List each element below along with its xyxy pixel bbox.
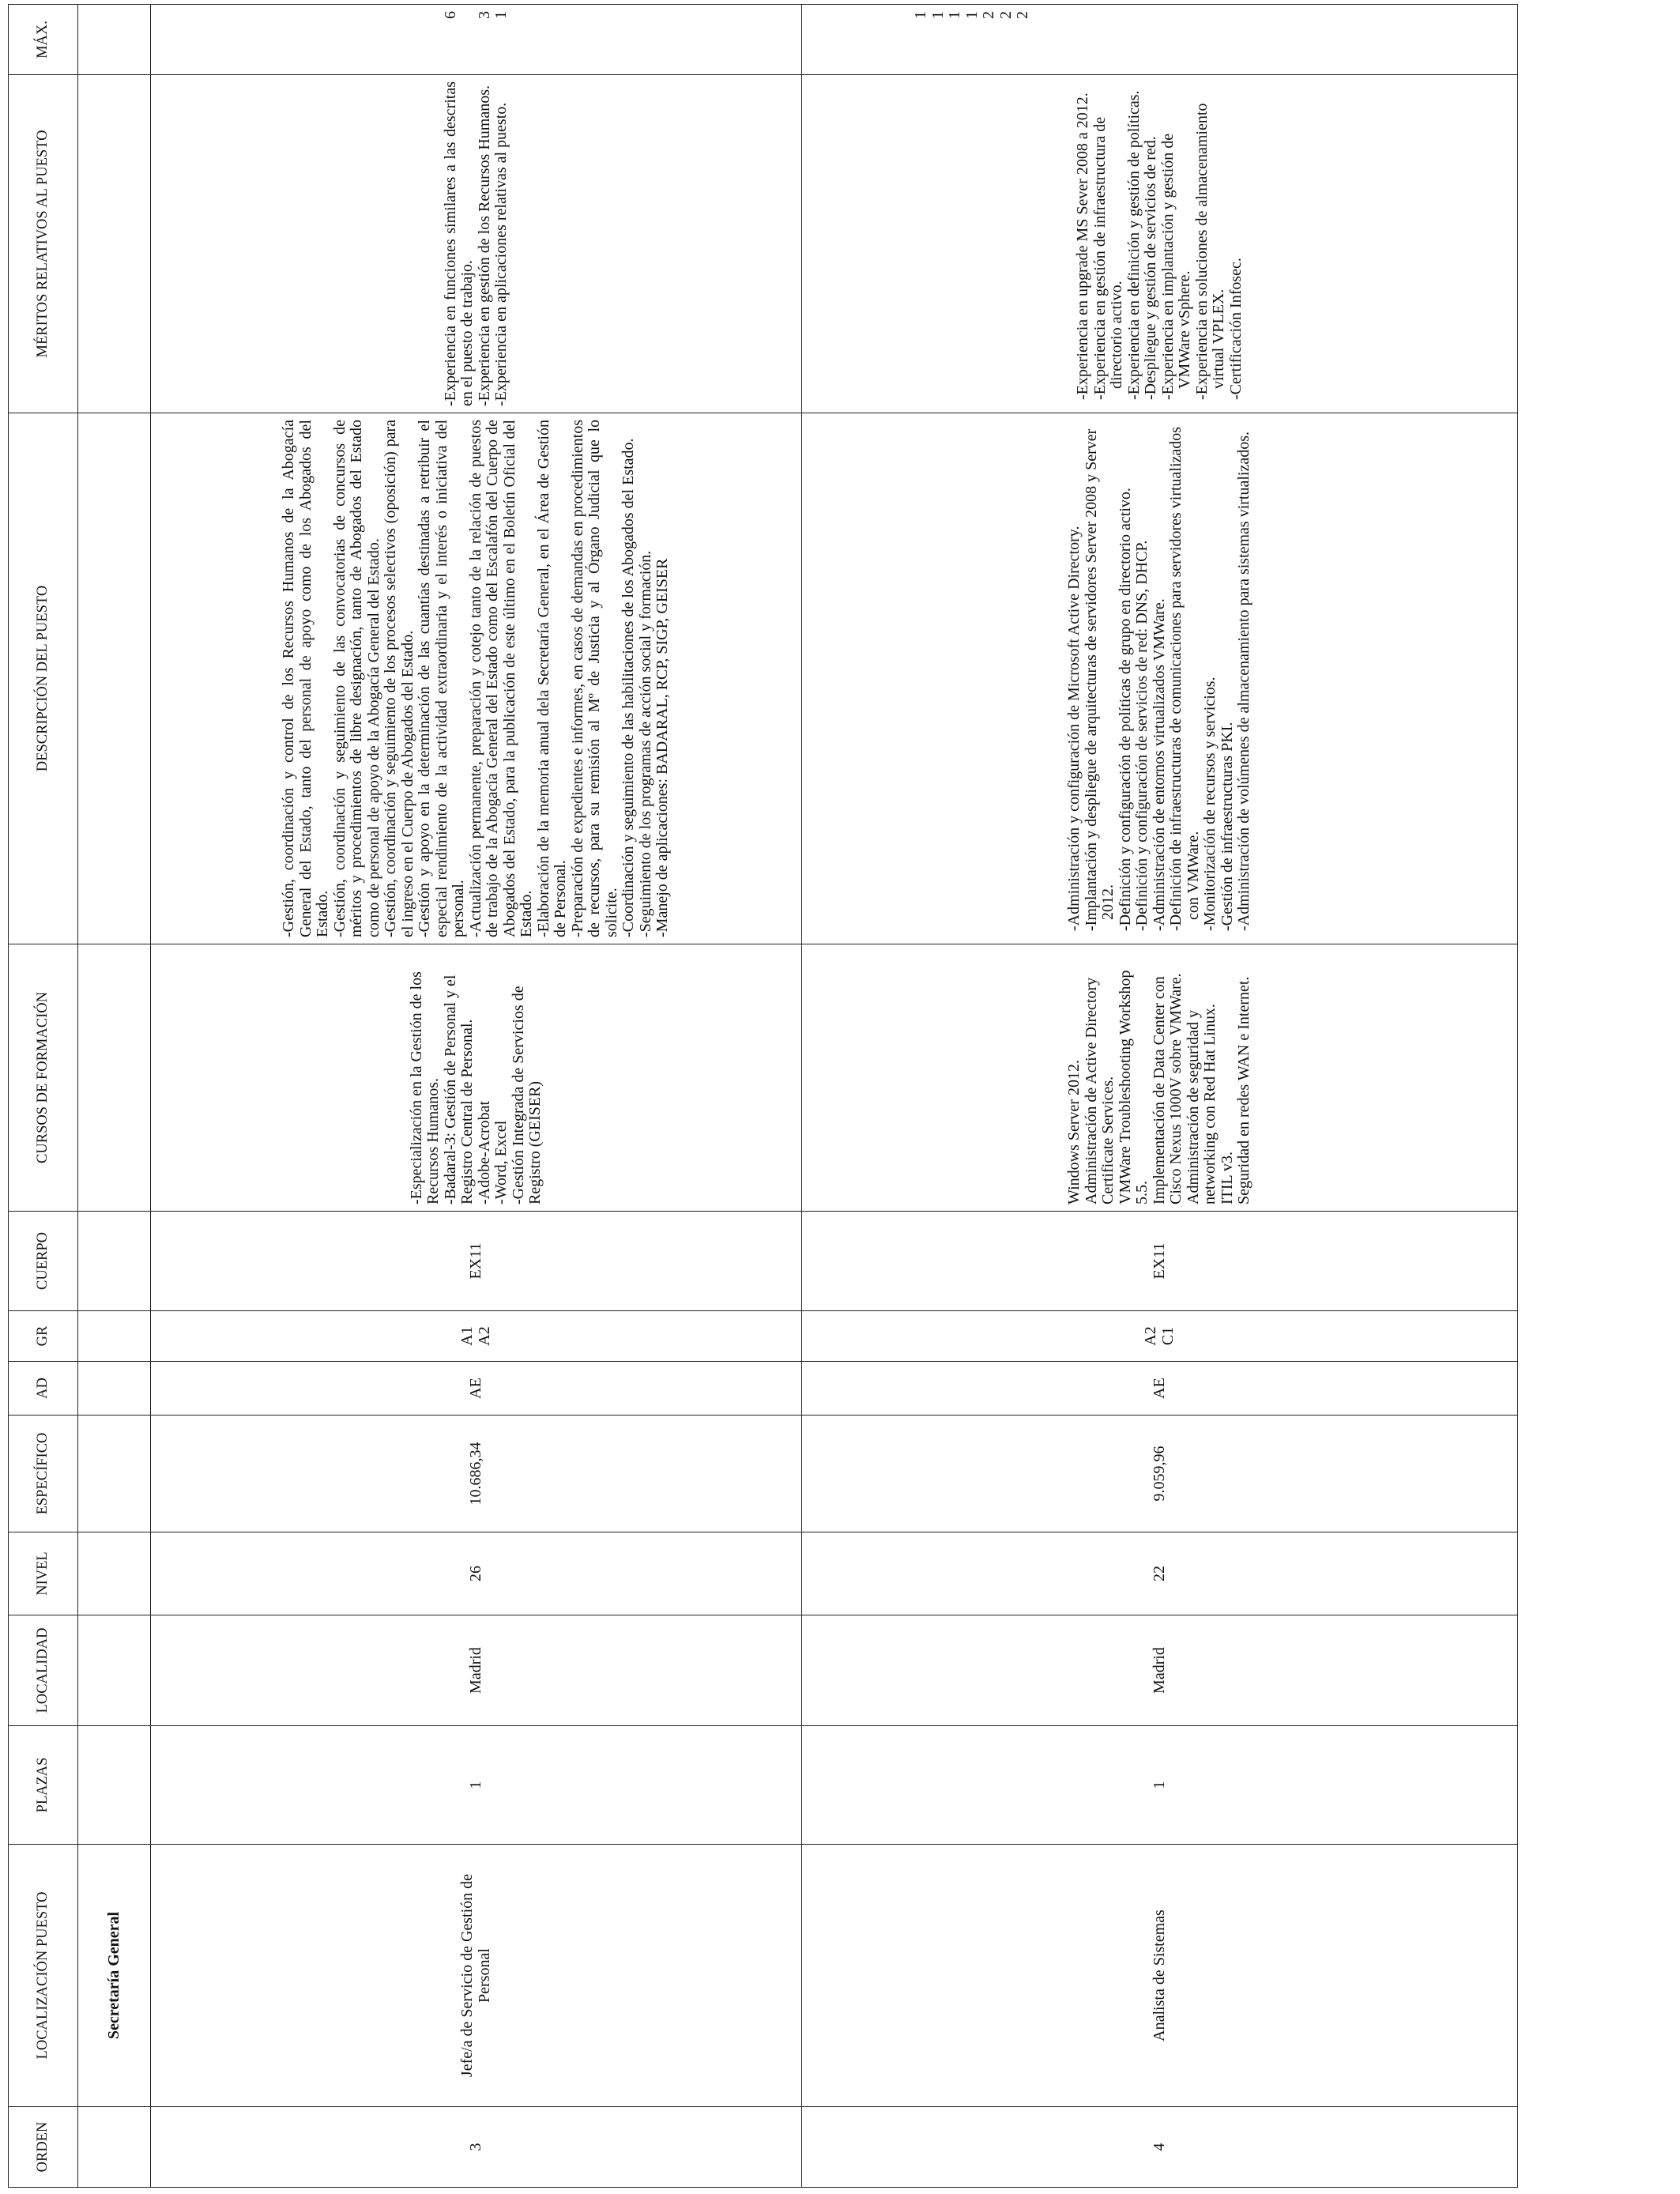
header-localidad: LOCALIDAD [9, 1615, 78, 1726]
cursos-cell: -Especialización en la Gestión de los Recursos Humanos. -Badaral-3: Gestión de Personal y el Registro Central de Personal. -Adobe-Acrobat -Word, Excel -Gestión Integrada de Servicios de Registro (GEISER) [151, 944, 802, 1212]
merito-item: -Experiencia en funciones similares a las descritas en el puesto de trabajo. [441, 81, 476, 406]
empty-cell [78, 413, 151, 944]
descripcion-item: -Seguimiento de los programas de acción social y formación. [636, 550, 654, 937]
descripcion-item: -Gestión de infraestructuras PKI. [1218, 722, 1236, 931]
header-localizacion: LOCALIZACIÓN PUESTO [9, 1845, 78, 2107]
empty-cell [78, 5, 151, 75]
max-cell [802, 5, 1518, 75]
empty-cell [78, 944, 151, 1212]
gr-cell: A2 C1 [802, 1311, 1518, 1362]
meritos-cell [151, 75, 802, 413]
header-nivel: NIVEL [9, 1532, 78, 1615]
section-title: Secretaría General [104, 1911, 122, 2040]
max-value: 3 [475, 11, 493, 19]
cuerpo-cell: EX11 [151, 1212, 802, 1311]
cuerpo-cell: EX11 [802, 1212, 1518, 1311]
descripcion-item: -Actualización permanente, preparación y cotejo tanto de la relación de puestos de trabajo de la Abogacía General del Estado como del Escalafón del Cuerpo de Abogados del Estado, para la publicación de este último en el Boletín Oficial del Estado. [466, 420, 536, 937]
header-cuerpo: CUERPO [9, 1212, 78, 1311]
descripcion-cell [151, 413, 802, 944]
plazas-cell: 1 [802, 1726, 1518, 1845]
empty-cell [78, 1726, 151, 1845]
merito-item: -Experiencia en aplicaciones relativas al puesto. [492, 102, 510, 406]
descripcion-item: -Gestión, coordinación y seguimiento de las convocatorias de concursos de méritos y procedimientos de libre designación, tanto de Abogados del Estado como de personal de apoyo de la Abogacía General del Estado. [330, 420, 382, 937]
max-spacer [459, 11, 477, 68]
nivel-cell: 26 [151, 1532, 802, 1615]
max-value: 1 [962, 11, 981, 19]
header-gr: GR [9, 1311, 78, 1362]
section-empty-orden [78, 2107, 151, 2188]
max-value: 2 [1014, 11, 1031, 19]
orden-cell: 4 [802, 2107, 1518, 2188]
merito-item: -Experiencia en gestión de los Recursos Humanos. [475, 85, 493, 406]
empty-cell [78, 1615, 151, 1726]
max-cell [151, 5, 802, 75]
header-row [9, 5, 78, 2188]
max-value: 1 [929, 11, 947, 19]
empty-cell [78, 1532, 151, 1615]
max-value: 1 [492, 11, 510, 19]
orden-cell: 3 [151, 2107, 802, 2188]
meritos-cell [802, 75, 1518, 413]
descripcion-item: -Administración y configuración de Microsoft Active Directory. [1065, 526, 1083, 931]
descripcion-item: -Gestión, coordinación y seguimiento de los procesos selectivos (oposición) para el ingreso en el Cuerpo de Abogados del Estado. [382, 420, 416, 937]
puesto-cell: Analista de Sistemas [802, 1845, 1518, 2107]
ad-cell: AE [151, 1362, 802, 1416]
merito-item: -Experiencia en implantación y gestión de VMWare vSphere. [1158, 133, 1193, 400]
nivel-cell: 22 [802, 1532, 1518, 1615]
header-max: MÁX. [9, 5, 78, 75]
table-row [802, 5, 1518, 2188]
descripcion-item: -Definición y configuración de políticas de grupo en directorio activo. [1116, 488, 1134, 931]
ad-cell: AE [802, 1362, 1518, 1416]
table-row [151, 5, 802, 2188]
descripcion-cell [802, 413, 1518, 944]
descripcion-item: -Implantación y despliegue de arquitecturas de servidores Server 2008 y Server 2012. [1082, 428, 1117, 931]
descripcion-item: -Definición de infraestructuras de comunicaciones para servidores virtualizados con VMWare. [1167, 426, 1202, 931]
header-ad: AD [9, 1362, 78, 1416]
gr-cell: A1 A2 [151, 1311, 802, 1362]
descripcion-item: -Gestión, coordinación y control de los Recursos Humanos de la Abogacía General del Estado, tanto del personal de apoyo como de los Abogados del Estado. [280, 420, 332, 937]
descripcion-item: -Preparación de expedientes e informes, en casos de demandas en procedimientos de recursos, para su remisión al Mº de Justicia y al Órgano Judicial que lo solicite. [568, 420, 620, 937]
empty-cell [78, 1416, 151, 1532]
header-descripcion: DESCRIPCIÓN DEL PUESTO [9, 413, 78, 944]
max-value: 1 [946, 11, 963, 19]
header-plazas: PLAZAS [9, 1726, 78, 1845]
merito-item: -Despliegue y gestión de servicios de red. [1142, 136, 1159, 400]
positions-table [8, 4, 1518, 2188]
especifico-cell: 9.059,96 [802, 1416, 1518, 1532]
descripcion-item: -Definición y configuración de servicios de red: DNS, DHCP. [1133, 540, 1151, 931]
localidad-cell: Madrid [802, 1615, 1518, 1726]
max-value: 1 [912, 11, 929, 19]
descripcion-item: -Administración de volúmenes de almacenamiento para sistemas virtualizados. [1235, 431, 1253, 931]
descripcion-item: -Administración de entornos virtualizados VMWare. [1150, 598, 1168, 931]
section-row [78, 5, 151, 2188]
section-cell [78, 1845, 151, 2107]
header-meritos: MÉRITOS RELATIVOS AL PUESTO [9, 75, 78, 413]
header-especifico: ESPECÍFICO [9, 1416, 78, 1532]
merito-item: -Experiencia en definición y gestión de políticas. [1124, 90, 1143, 400]
empty-cell [78, 1311, 151, 1362]
localidad-cell: Madrid [151, 1615, 802, 1726]
empty-cell [78, 1362, 151, 1416]
puesto-cell: Jefe/a de Servicio de Gestión de Personal [151, 1845, 802, 2107]
descripcion-item: -Coordinación y seguimiento de las habilitaciones de los Abogados del Estado. [620, 438, 638, 937]
max-value: 2 [980, 11, 997, 19]
merito-item: -Experiencia en soluciones de almacenamiento virtual VPLEX. [1192, 103, 1227, 400]
merito-item: -Experiencia en upgrade MS Sever 2008 a 2012. [1074, 92, 1091, 400]
descripcion-item: -Monitorización de recursos y servicios. [1201, 677, 1219, 931]
header-orden: ORDEN [9, 2107, 78, 2188]
empty-cell [78, 75, 151, 413]
header-cursos: CURSOS DE FORMACIÓN [9, 944, 78, 1212]
empty-cell [78, 1212, 151, 1311]
especifico-cell: 10.686,34 [151, 1416, 802, 1532]
plazas-cell: 1 [151, 1726, 802, 1845]
descripcion-item: -Elaboración de la memoria anual dela Secretaría General, en el Área de Gestión de Personal. [534, 420, 570, 937]
merito-item: -Experiencia en gestión de infraestructura de directorio activo. [1090, 116, 1125, 400]
max-value: 6 [441, 11, 459, 19]
descripcion-item: -Manejo de aplicaciones: BADARAL, RCP, SIGP, GEISER [654, 558, 672, 937]
cursos-cell: Windows Server 2012. Administración de Active Directory Certificate Services. VMWare Troubleshooting Workshop 5.5. Implementación de Data Center con Cisco Nexus 1000V sobre VMWare. Administración de seguridad y networking con Red Hat Linux. ITIL v3. Seguridad en redes WAN e Internet. [802, 944, 1518, 1212]
max-value: 2 [996, 11, 1015, 19]
merito-item: -Certificación Infosec. [1226, 258, 1245, 400]
descripcion-item: -Gestión y apoyo en la determinación de las cuantías destinadas a retribuir el especial rendimiento de la actividad extraordinaria y el interés o iniciativa del personal. [416, 420, 468, 937]
